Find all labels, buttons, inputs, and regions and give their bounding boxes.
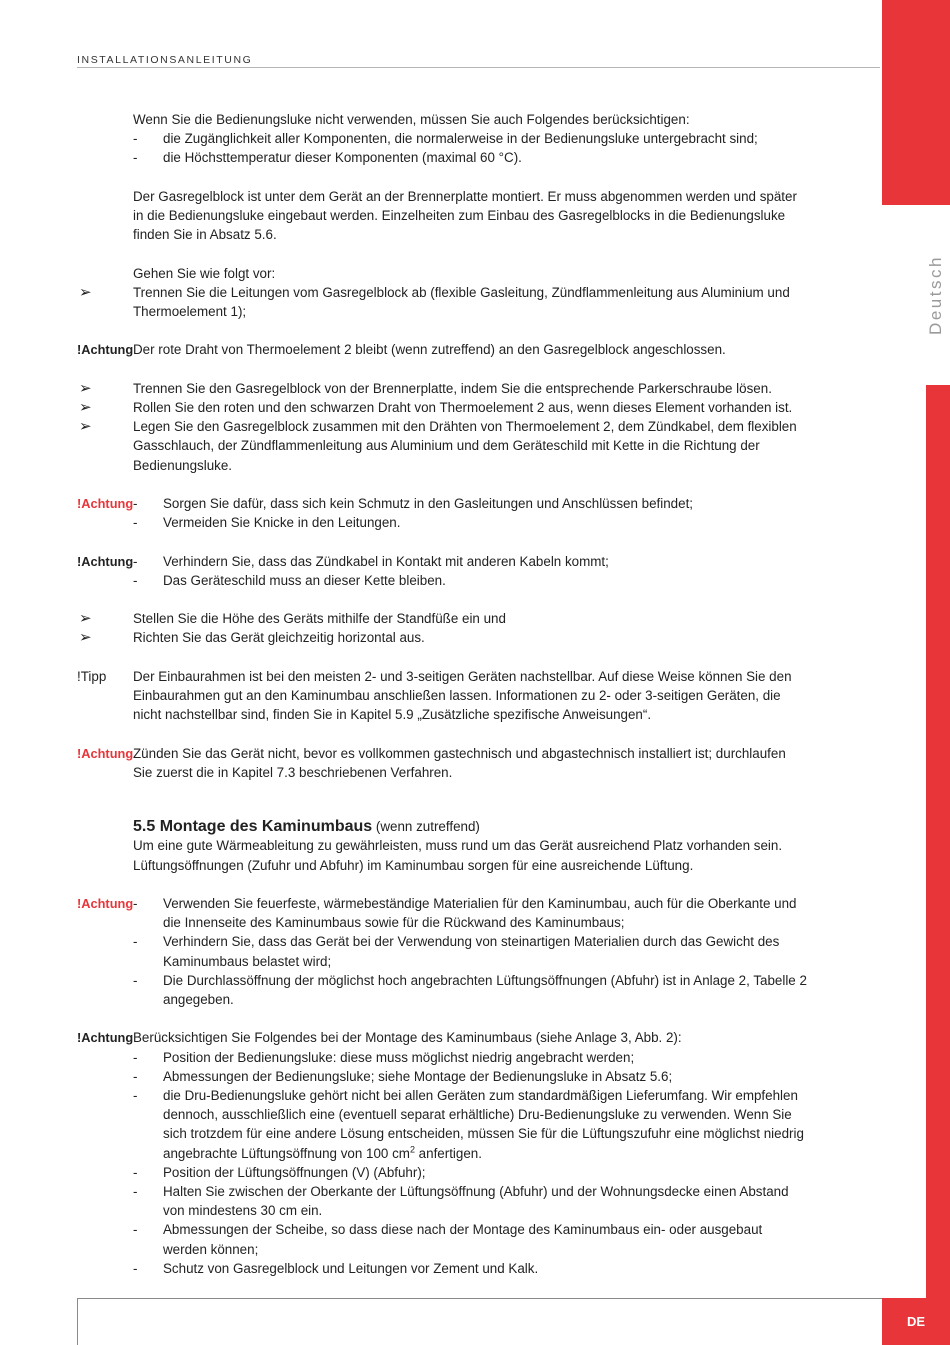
- section-subtitle: (wenn zutreffend): [375, 819, 480, 835]
- list-item: !Achtung - Verhindern Sie, dass das Zündkabel in Kontakt mit anderen Kabeln kommt;: [0, 552, 808, 571]
- dash-bullet: -: [133, 553, 138, 569]
- side-tab-top-bar: [882, 0, 950, 205]
- dash-bullet: -: [133, 572, 138, 588]
- list-item: - Verhindern Sie, dass das Gerät bei der Verwendung von steinartigen Materialien durch das Gewicht des Kaminumbaus belastet wird;: [133, 934, 780, 969]
- dash-bullet: -: [133, 1260, 138, 1276]
- dash-bullet: -: [133, 1222, 138, 1238]
- arrow-bullet-icon: ➢: [79, 629, 92, 647]
- dash-bullet: -: [133, 150, 138, 166]
- list-item: !Achtung - Verwenden Sie feuerfeste, wärmebeständige Materialien für den Kaminumbau, auch für die Oberkante und die Innenseite des Kaminumbaus sowie für die Rückwand des Kaminumbaus;: [77, 895, 797, 931]
- list-item: - Position der Lüftungsöffnungen (V) (Abfuhr);: [0, 1163, 808, 1182]
- step-item: ➢ Legen Sie den Gasregelblock zusammen mit den Drähten von Thermoelement 2, dem Zündkabel, dem flexiblen Gasschlauch, der Zündflammenleitung aus Aluminium und dem Geräteschild mit Kette in die Richtung der Bedienungsluke.: [79, 418, 797, 473]
- dash-bullet: -: [133, 1049, 138, 1065]
- tip-paragraph: !Tipp Der Einbaurahmen ist bei den meisten 2- und 3-seitigen Geräten nachstellbar. Auf diese Weise können Sie den Einbaurahmen gut an den Kaminumbau anschließen lassen. Informationen zu 2- oder 3-seitigen Geräten, die nicht nachstellbar sind, finden Sie in Kapitel 5.9 „Zusätzliche spezifische Anweisungen“.: [77, 668, 792, 723]
- language-badge: DE: [882, 1298, 950, 1345]
- warning-marker: !Achtung: [77, 495, 134, 511]
- warning-marker: !Achtung: [77, 1030, 134, 1046]
- section-title: 5.5 Montage des Kaminumbaus: [133, 818, 373, 836]
- section-heading: [0, 817, 808, 836]
- dash-bullet: -: [133, 515, 138, 531]
- side-tab-bar: [926, 385, 950, 1298]
- step-item: ➢ Rollen Sie den roten und den schwarzen Draht von Thermoelement 2 aus, wenn dieses Element vorhanden ist.: [79, 398, 793, 416]
- footer-rule-vertical: [77, 1298, 78, 1345]
- page-content: [0, 110, 882, 1278]
- note-paragraph: !Achtung Der rote Draht von Thermoelement 2 bleibt (wenn zutreffend) an den Gasregelblock angeschlossen.: [0, 340, 808, 359]
- paragraph: Der Gasregelblock ist unter dem Gerät an der Brennerplatte montiert. Er muss abgenommen werden und später in die Bedienungsluke eingebaut werden. Einzelheiten zum Einbau des Gasregelblocks in die Bedienungsluke finden Sie in Absatz 5.6.: [133, 188, 797, 243]
- note-paragraph: !Achtung Zünden Sie das Gerät nicht, bevor es vollkommen gastechnisch und abgastechnisch installiert ist; durchlaufen Sie zuerst die in Kapitel 7.3 beschriebenen Verfahren.: [77, 745, 786, 780]
- warning-marker: !Achtung: [77, 553, 134, 569]
- list-item: - Position der Bedienungsluke: diese muss möglichst niedrig angebracht werden;: [0, 1048, 808, 1067]
- warning-marker: !Achtung: [77, 745, 134, 761]
- list-item: - Das Geräteschild muss an dieser Kette bleiben.: [0, 571, 808, 590]
- note-paragraph: !Achtung Berücksichtigen Sie Folgendes bei der Montage des Kaminumbaus (siehe Anlage 3, Abb. 2):: [0, 1028, 808, 1047]
- list-item: - die Zugänglichkeit aller Komponenten, die normalerweise in der Bedienungsluke untergebracht sind;: [0, 129, 808, 148]
- arrow-bullet-icon: ➢: [79, 418, 92, 436]
- list-item: - Abmessungen der Scheibe, so dass diese nach der Montage des Kaminumbaus ein- oder ausgebaut werden können;: [133, 1222, 763, 1257]
- list-item: !Achtung - Sorgen Sie dafür, dass sich kein Schmutz in den Gasleitungen und Anschlüssen befindet;: [0, 494, 808, 513]
- dash-bullet: -: [133, 895, 138, 911]
- step-item: ➢ Trennen Sie den Gasregelblock von der Brennerplatte, indem Sie die entsprechende Parkerschraube lösen.: [79, 379, 772, 397]
- dash-bullet: -: [133, 934, 138, 950]
- superscript: 2: [409, 1144, 415, 1155]
- list-item: - Halten Sie zwischen der Oberkante der Lüftungsöffnung (Abfuhr) und der Wohnungsdecke einen Abstand von mindestens 30 cm ein.: [133, 1183, 789, 1219]
- warning-marker: !Achtung: [77, 342, 134, 358]
- dash-bullet: -: [133, 1164, 138, 1180]
- page-header-title: INSTALLATIONSANLEITUNG: [77, 54, 253, 66]
- dash-bullet: -: [133, 1068, 138, 1084]
- dash-bullet: -: [133, 131, 138, 147]
- arrow-bullet-icon: ➢: [79, 379, 92, 397]
- dash-bullet: -: [133, 1087, 138, 1103]
- arrow-bullet-icon: ➢: [79, 610, 92, 628]
- list-item: - Abmessungen der Bedienungsluke; siehe Montage der Bedienungsluke in Absatz 5.6;: [0, 1067, 808, 1086]
- side-tab-label: Deutsch: [926, 255, 945, 335]
- paragraph: Um eine gute Wärmeableitung zu gewährleisten, muss rund um das Gerät ausreichend Platz vorhanden sein. Lüftungsöffnungen (Zufuhr und Abfuhr) im Kaminumbau sorgen für eine ausreichende Lüftung.: [133, 838, 783, 873]
- tip-marker: !Tipp: [77, 668, 107, 684]
- paragraph: Wenn Sie die Bedienungsluke nicht verwenden, müssen Sie auch Folgendes berücksichtigen:: [133, 112, 690, 127]
- list-item: - Die Durchlassöffnung der möglichst hoch angebrachten Lüftungsöffnungen (Abfuhr) ist in Anlage 2, Tabelle 2 angegeben.: [133, 972, 807, 1007]
- dash-bullet: -: [133, 972, 138, 988]
- paragraph: Gehen Sie wie folgt vor:: [133, 265, 276, 281]
- arrow-bullet-icon: ➢: [79, 398, 92, 416]
- list-item: - die Höchsttemperatur dieser Komponenten (maximal 60 °C).: [0, 148, 808, 167]
- step-item: ➢ Richten Sie das Gerät gleichzeitig horizontal aus.: [79, 629, 425, 647]
- list-item: - Schutz von Gasregelblock und Leitungen vor Zement und Kalk.: [0, 1259, 808, 1278]
- warning-marker: !Achtung: [77, 895, 134, 911]
- step-item: ➢ Trennen Sie die Leitungen vom Gasregelblock ab (flexible Gasleitung, Zündflammenleitung aus Aluminium und Thermoelement 1);: [79, 283, 790, 319]
- header-rule: [77, 67, 880, 68]
- footer-rule: [77, 1298, 882, 1299]
- dash-bullet: -: [133, 1183, 138, 1199]
- arrow-bullet-icon: ➢: [79, 283, 92, 301]
- dash-bullet: -: [133, 495, 138, 511]
- list-item: - Vermeiden Sie Knicke in den Leitungen.: [0, 513, 808, 532]
- list-item: - die Dru-Bedienungsluke gehört nicht bei allen Geräten zum standardmäßigen Lieferumfang. Wir empfehlen dennoch, ausschließlich eine (eventuell separat erhältliche) Dru-Bedienungsluke zu verwenden. Wenn Sie sich trotzdem für eine andere Lösung entscheiden, müssen Sie für die Lüftungszufuhr eine möglichst niedrig angebrachte Lüftungsöffnung von 100 $cm^2$ anfertigen.: [133, 1087, 804, 1161]
- step-item: ➢ Stellen Sie die Höhe des Geräts mithilfe der Standfüße ein und: [79, 610, 506, 628]
